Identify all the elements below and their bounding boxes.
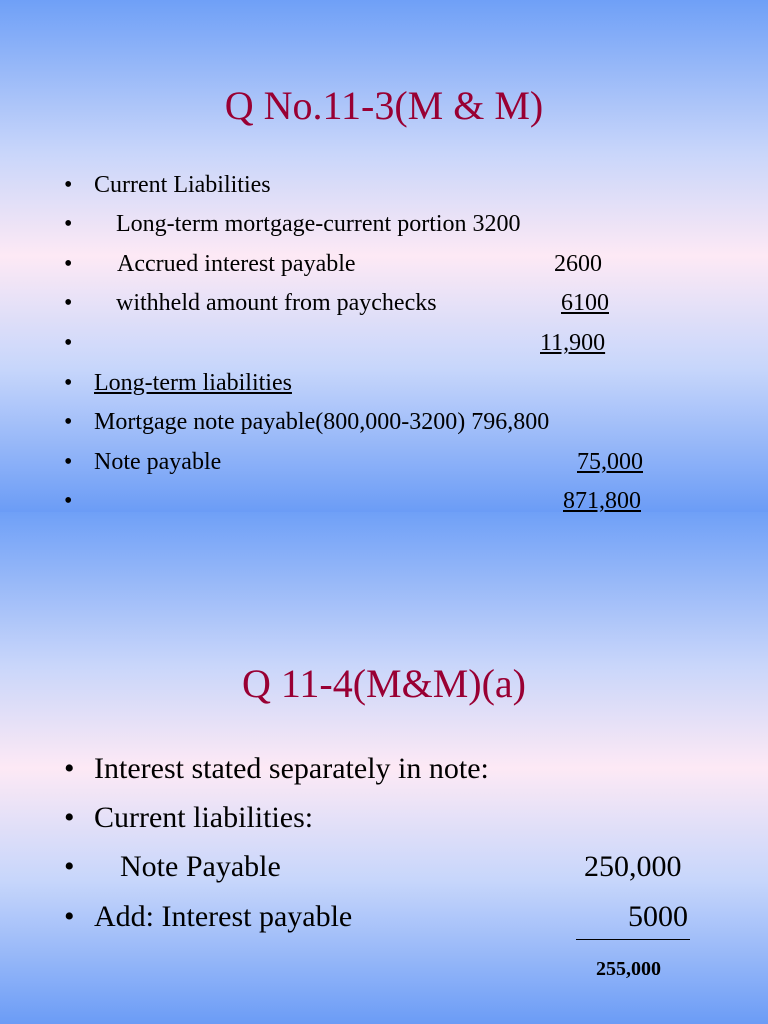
row-label: Note Payable	[120, 850, 281, 883]
row-label: Accrued interest payable	[117, 251, 356, 277]
bullet: •	[64, 449, 73, 475]
row-label: Interest stated separately in note:	[94, 752, 489, 785]
list-item	[0, 330, 768, 366]
row-value: 6100	[561, 290, 609, 316]
row-label: Note payable	[94, 449, 222, 475]
row-value: 250,000	[584, 850, 682, 883]
bullet: •	[64, 900, 75, 933]
bullet: •	[64, 251, 73, 277]
list-item	[0, 172, 768, 208]
bullet: •	[64, 211, 73, 237]
bullet: •	[64, 290, 73, 316]
slide-2-title: Q 11-4(M&M)(a)	[241, 661, 526, 706]
bullet: •	[64, 370, 73, 396]
bullet: •	[64, 409, 73, 435]
list-item	[0, 900, 768, 936]
list-item	[0, 290, 768, 326]
row-label: Add: Interest payable	[94, 900, 353, 933]
bullet: •	[64, 752, 75, 785]
list-item	[0, 211, 768, 247]
slide-1-title: Q No.11-3(M & M)	[224, 83, 544, 128]
row-label: Current Liabilities	[94, 172, 271, 198]
list-item	[0, 801, 768, 837]
row-value: 75,000	[577, 449, 643, 475]
list-item	[0, 449, 768, 485]
list-item	[0, 488, 768, 512]
bullet: •	[64, 330, 73, 356]
bullet: •	[64, 850, 75, 883]
row-value: 5000	[628, 900, 688, 933]
list-item	[0, 850, 768, 886]
row-label: withheld amount from paychecks	[116, 290, 437, 316]
list-item	[0, 409, 768, 445]
section-heading: Long-term liabilities	[94, 370, 292, 396]
subtotal-value: 11,900	[540, 330, 606, 356]
row-label: Mortgage note payable(800,000-3200) 796,800	[94, 409, 550, 435]
list-item	[0, 251, 768, 287]
row-label: Long-term mortgage-current portion 3200	[116, 211, 521, 237]
row-label: Current liabilities:	[94, 801, 314, 834]
total-value: 871,800	[563, 488, 641, 512]
total-value: 255,000	[596, 958, 661, 980]
sum-rule	[576, 939, 690, 940]
list-item	[0, 752, 768, 788]
bullet: •	[64, 801, 75, 834]
bullet: •	[64, 488, 73, 512]
bullet: •	[64, 172, 73, 198]
row-value: 2600	[554, 251, 602, 277]
list-item	[0, 370, 768, 406]
slide-2	[0, 512, 768, 1024]
